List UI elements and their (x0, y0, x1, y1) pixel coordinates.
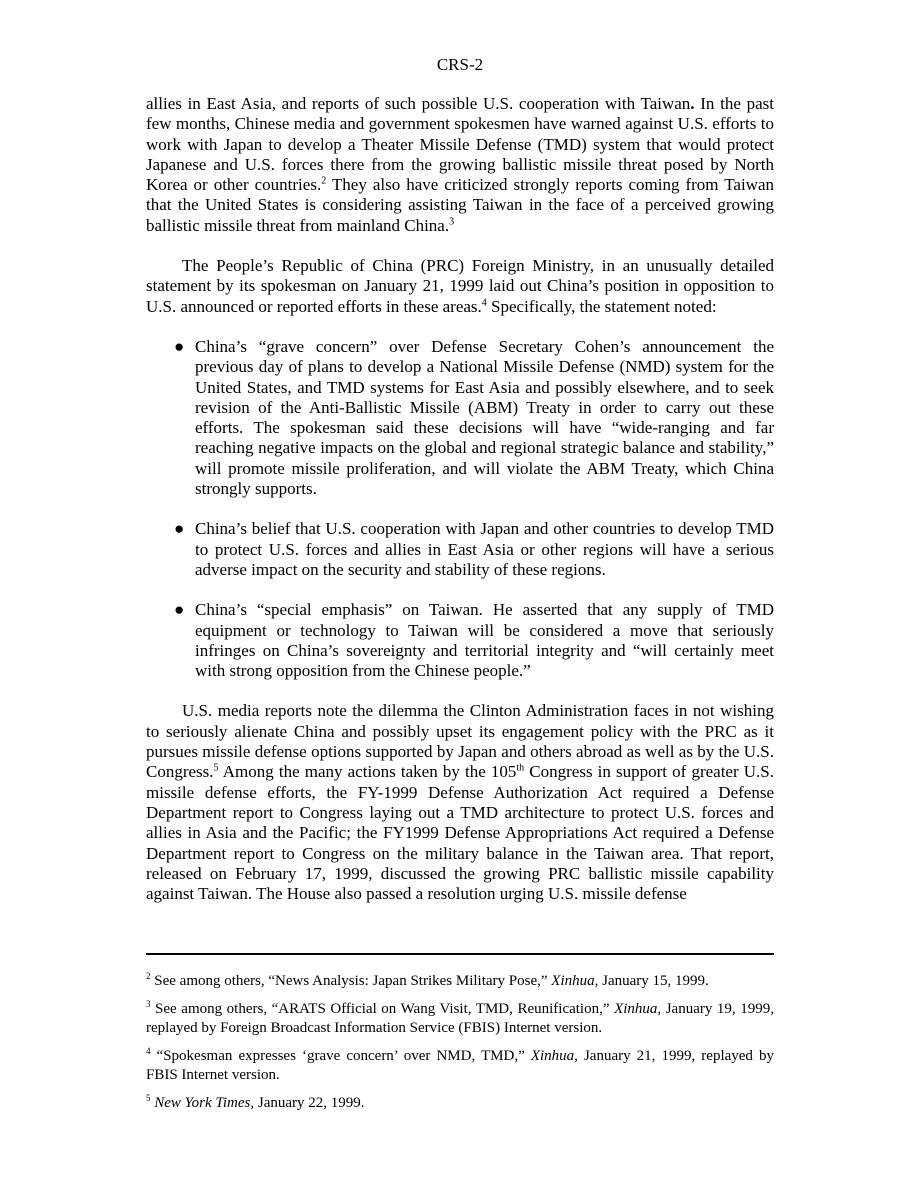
footnote-number: 3 (146, 999, 151, 1009)
ordinal-suffix: th (516, 762, 525, 774)
list-item: ● China’s “special emphasis” on Taiwan. He asserted that any supply of TMD equipment or technology to Taiwan will be considered a move that seriously infringes on China’s sovereignty and territorial integrity and “will certainly meet with strong opposition from the Chinese people.” (174, 600, 774, 681)
footnote-ref-5[interactable]: 5 (213, 762, 219, 774)
list-item: ● China’s “grave concern” over Defense Secretary Cohen’s announcement the previous day of plans to develop a National Missile Defense (NMD) system for the United States, and TMD systems for East Asia and possibly elsewhere, and to seek revision of the Anti-Ballistic Missile (ABM) Treaty in order to carry out these efforts. The spokesman said these decisions will have “wide-ranging and far reaching negative impacts on the global and regional strategic balance and stability,” will promote missile proliferation, and will violate the ABM Treaty, which China strongly supports. (174, 336, 774, 499)
footnote-number: 5 (146, 1093, 151, 1103)
footnote-ref-4[interactable]: 4 (481, 297, 487, 309)
footnote-number: 2 (146, 971, 151, 981)
footnote-2: $^2$ See among others, “News Analysis: Japan Strikes Military Pose,” Xinhua, January 15, 1999. (146, 971, 709, 989)
document-body (146, 94, 774, 904)
bullet-icon: ● (174, 600, 185, 620)
source-name: New York Times, (154, 1095, 255, 1111)
footnote-number: 4 (146, 1046, 151, 1056)
paragraph-1: allies in East Asia, and reports of such possible U.S. cooperation with Taiwan. In the past few months, Chinese media and government spokesmen have warned against U.S. efforts to work with Japan to develop a Theater Missile Defense (TMD) system that would protect Japanese and U.S. forces there from the growing ballistic missile threat posed by North Korea or other countries.$^2$ They also have criticized strongly reports coming from Taiwan that the United States is considering assisting Taiwan in the face of a perceived growing ballistic missile threat from mainland China.$^3$ (146, 94, 775, 235)
footnote-divider (146, 953, 774, 955)
page-label: CRS-2 (436, 55, 484, 74)
source-name: Xinhua, (551, 973, 599, 989)
source-name: Xinhua, (614, 1001, 662, 1017)
bullet-icon: ● (174, 519, 185, 539)
bullet-list (146, 337, 774, 681)
footnote-3: $^3$ See among others, “ARATS Official on Wang Visit, TMD, Reunification,” Xinhua, January 19, 1999, replayed by Foreign Broadcast Information Service (FBIS) Internet version. (146, 999, 774, 1036)
paragraph-3: U.S. media reports note the dilemma the Clinton Administration faces in not wishing to seriously alienate China and possibly upset its engagement policy with the PRC as it pursues missile defense options supported by Japan and others abroad as well as by the U.S. Congress.$^5$ Among the many actions taken by the 105th Congress in support of greater U.S. missile defense efforts, the FY-1999 Defense Authorization Act required a Defense Department report to Congress laying out a TMD architecture to protect U.S. forces and allies in Asia and the Pacific; the FY1999 Defense Appropriations Act required a Defense Department report to Congress on the military balance in the Taiwan area. That report, released on February 17, 1999, discussed the growing PRC ballistic missile capability against Taiwan. The House also passed a resolution urging U.S. missile defense (146, 701, 774, 904)
footnote-4: $^4$ “Spokesman expresses ‘grave concern’ over NMD, TMD,” Xinhua, January 21, 1999, replayed by FBIS Internet version. (146, 1046, 774, 1083)
footnote-5: $^5$ New York Times, January 22, 1999. (146, 1093, 365, 1111)
footnote-ref-2[interactable]: 2 (321, 175, 327, 187)
paragraph-2: The People’s Republic of China (PRC) Foreign Ministry, in an unusually detailed statement by its spokesman on January 21, 1999 laid out China’s position in opposition to U.S. announced or reported efforts in these areas.$^4$ Specifically, the statement noted: (146, 256, 774, 316)
source-name: Xinhua, (530, 1048, 578, 1064)
bullet-icon: ● (174, 336, 185, 356)
page-header (0, 55, 920, 75)
list-item: ● China’s belief that U.S. cooperation with Japan and other countries to develop TMD to protect U.S. forces and allies in East Asia or other regions will have a serious adverse impact on the security and stability of these regions. (174, 519, 774, 579)
footnote-ref-3[interactable]: 3 (449, 216, 455, 228)
footnotes (146, 972, 774, 1122)
